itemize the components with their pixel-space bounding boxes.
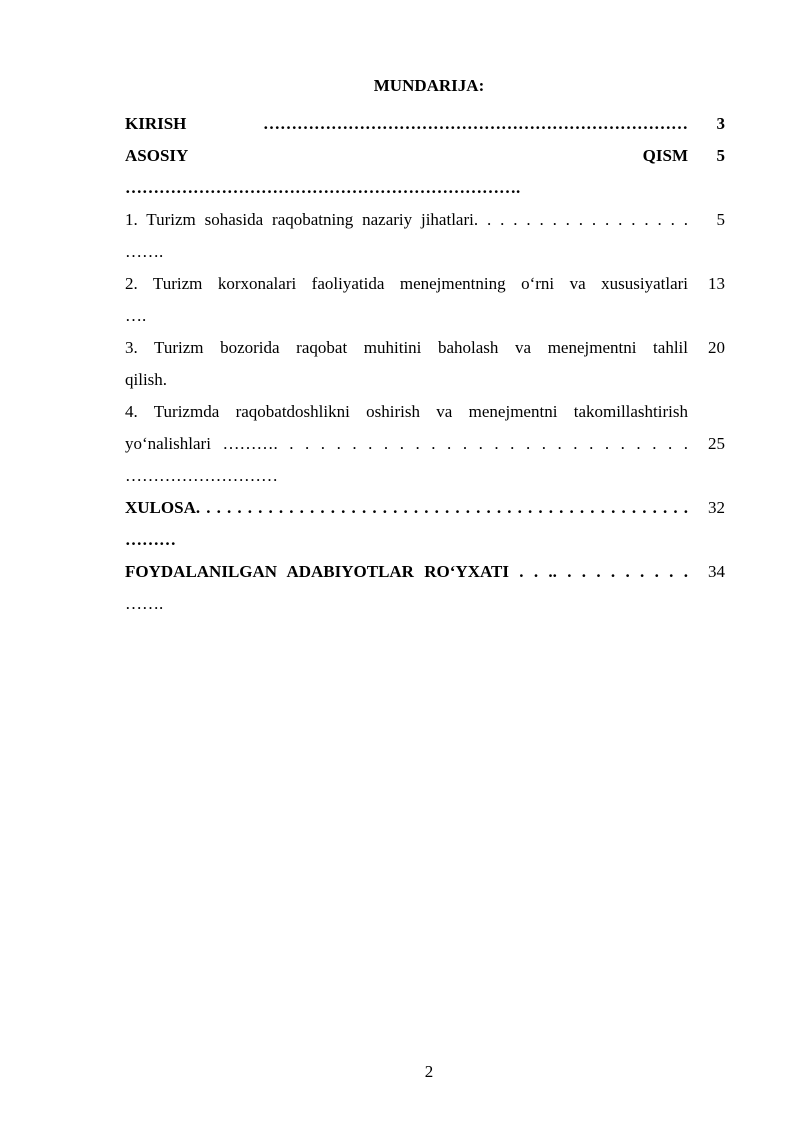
toc-entry-continuation: …….: [125, 242, 164, 261]
toc-entry-text: KIRISH …………………………………………………………………: [125, 114, 688, 133]
toc-entry-text: 2. Turizm korxonalari faoliyatida menejmentning o‘rni va xususiyatlari: [125, 274, 688, 293]
toc-entry-text-line2: yo‘nalishlari ………. . . . . . . . . . . . . . . . . . . . . . . . . . .: [125, 434, 688, 453]
toc-entry-page: 5: [716, 146, 725, 165]
toc-entry-continuation: …………………………………………………………….: [125, 178, 521, 197]
toc-entry-page: 25: [708, 434, 725, 453]
toc-entry-continuation: ………: [125, 530, 176, 549]
toc-entry-page: 13: [708, 274, 725, 293]
toc-entry-section-1: [125, 204, 725, 268]
toc-entry-page: 32: [708, 498, 725, 517]
page-number: 2: [424, 1062, 434, 1081]
toc-entry-page: 3: [716, 114, 725, 133]
toc-entry-references: [125, 556, 725, 620]
toc-entry-kirish: [125, 108, 725, 140]
toc-entry-text: XULOSA. . . . . . . . . . . . . . . . . . . . . . . . . . . . . . . . . . . . . . . . . . . . . . . .: [125, 498, 688, 517]
toc-entry-section-3: [125, 332, 725, 396]
toc-entry-continuation: …….: [125, 594, 164, 613]
toc-entry-asosiy-qism: [125, 140, 725, 204]
toc-entry-text: 3. Turizm bozorida raqobat muhitini baholash va menejmentni tahlil: [125, 338, 688, 357]
toc-entry-text: FOYDALANILGAN ADABIYOTLAR RO‘YXATI . . .. . . . . . . . . .: [125, 562, 688, 581]
toc-entry-section-2: [125, 268, 725, 332]
toc-title: MUNDARIJA:: [373, 76, 485, 95]
toc-entry-text: 4. Turizmda raqobatdoshlikni oshirish va menejmentni takomillashtirish: [125, 402, 688, 421]
toc-entry-page: 5: [716, 210, 725, 229]
toc-entry-continuation: ….: [125, 306, 147, 325]
toc-entry-text: 1. Turizm sohasida raqobatning nazariy jihatlari. . . . . . . . . . . . . . . . .: [125, 210, 688, 229]
toc-entry-text-left: ASOSIY: [125, 146, 189, 165]
toc-entry-text-right: QISM: [642, 146, 688, 165]
toc-entry-continuation: ………………………: [125, 466, 278, 485]
toc-entry-continuation: qilish.: [125, 370, 168, 389]
toc-entry-page: 20: [708, 338, 725, 357]
toc-entry-xulosa: [125, 492, 725, 556]
table-of-contents: [125, 108, 725, 620]
toc-entry-section-4: [125, 396, 725, 492]
toc-entry-page: 34: [708, 562, 725, 581]
